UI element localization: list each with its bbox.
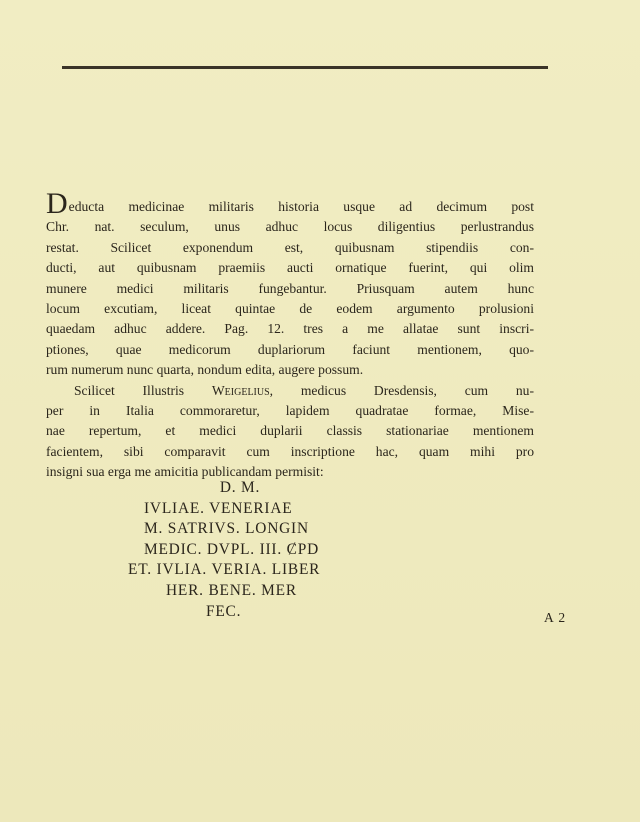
- text-line: Chr. nat. seculum, unus adhuc locus diligentius perlustrandus: [46, 219, 534, 235]
- text-line: locum excutiam, liceat quintae de eodem argumento prolusioni: [46, 301, 534, 317]
- author-name: Weigelius: [211, 382, 270, 398]
- text-line: per in Italia commoraretur, lapidem quadratae formae, Mise-: [46, 403, 534, 419]
- paragraph-2-first-line: Scilicet Illustris Weigelius, medicus Dresdensis, cum nu-: [74, 382, 534, 398]
- inscription-line: IVLIAE. VENERIAE: [144, 499, 293, 517]
- inscription-line: FEC.: [206, 602, 242, 620]
- text-line: nae repertum, et medici duplarii classis stationariae mentionem: [46, 423, 534, 439]
- text-line: facientem, sibi comparavit cum inscriptione hac, quam mihi pro: [46, 443, 534, 459]
- header-rule: [62, 66, 548, 69]
- text-line: rum numerum nunc quarta, nondum edita, augere possum.: [46, 362, 364, 378]
- text-line: Deducta medicinae militaris historia usque ad decimum post: [46, 187, 534, 220]
- text-line: restat. Scilicet exponendum est, quibusnam stipendiis con-: [46, 239, 534, 255]
- inscription-line: M. SATRIVS. LONGIN: [144, 520, 309, 538]
- text-line: quaedam adhuc addere. Pag. 12. tres a me allatae sunt inscri-: [46, 321, 534, 337]
- text-line: ducti, aut quibusnam praemiis aucti ornatique fuerint, qui olim: [46, 260, 534, 276]
- inscription-line: D. M.: [219, 479, 261, 496]
- inscription: [128, 478, 352, 622]
- text-line: munere medici militaris fungebantur. Priusquam autem hunc: [46, 280, 534, 296]
- inscription-line: MEDIC. DVPL. III. ȻPD: [144, 540, 319, 558]
- body-text: [46, 187, 534, 483]
- drop-cap: D: [46, 187, 68, 220]
- signature-mark: A 2: [544, 610, 567, 625]
- text-line: ptiones, quae medicorum duplariorum faciunt mentionem, quo-: [46, 341, 534, 357]
- inscription-line: ET. IVLIA. VERIA. LIBER: [128, 561, 321, 579]
- inscription-line: HER. BENE. MER: [166, 581, 297, 599]
- text-line: insigni sua erga me amicitia publicandam permisit:: [46, 464, 324, 480]
